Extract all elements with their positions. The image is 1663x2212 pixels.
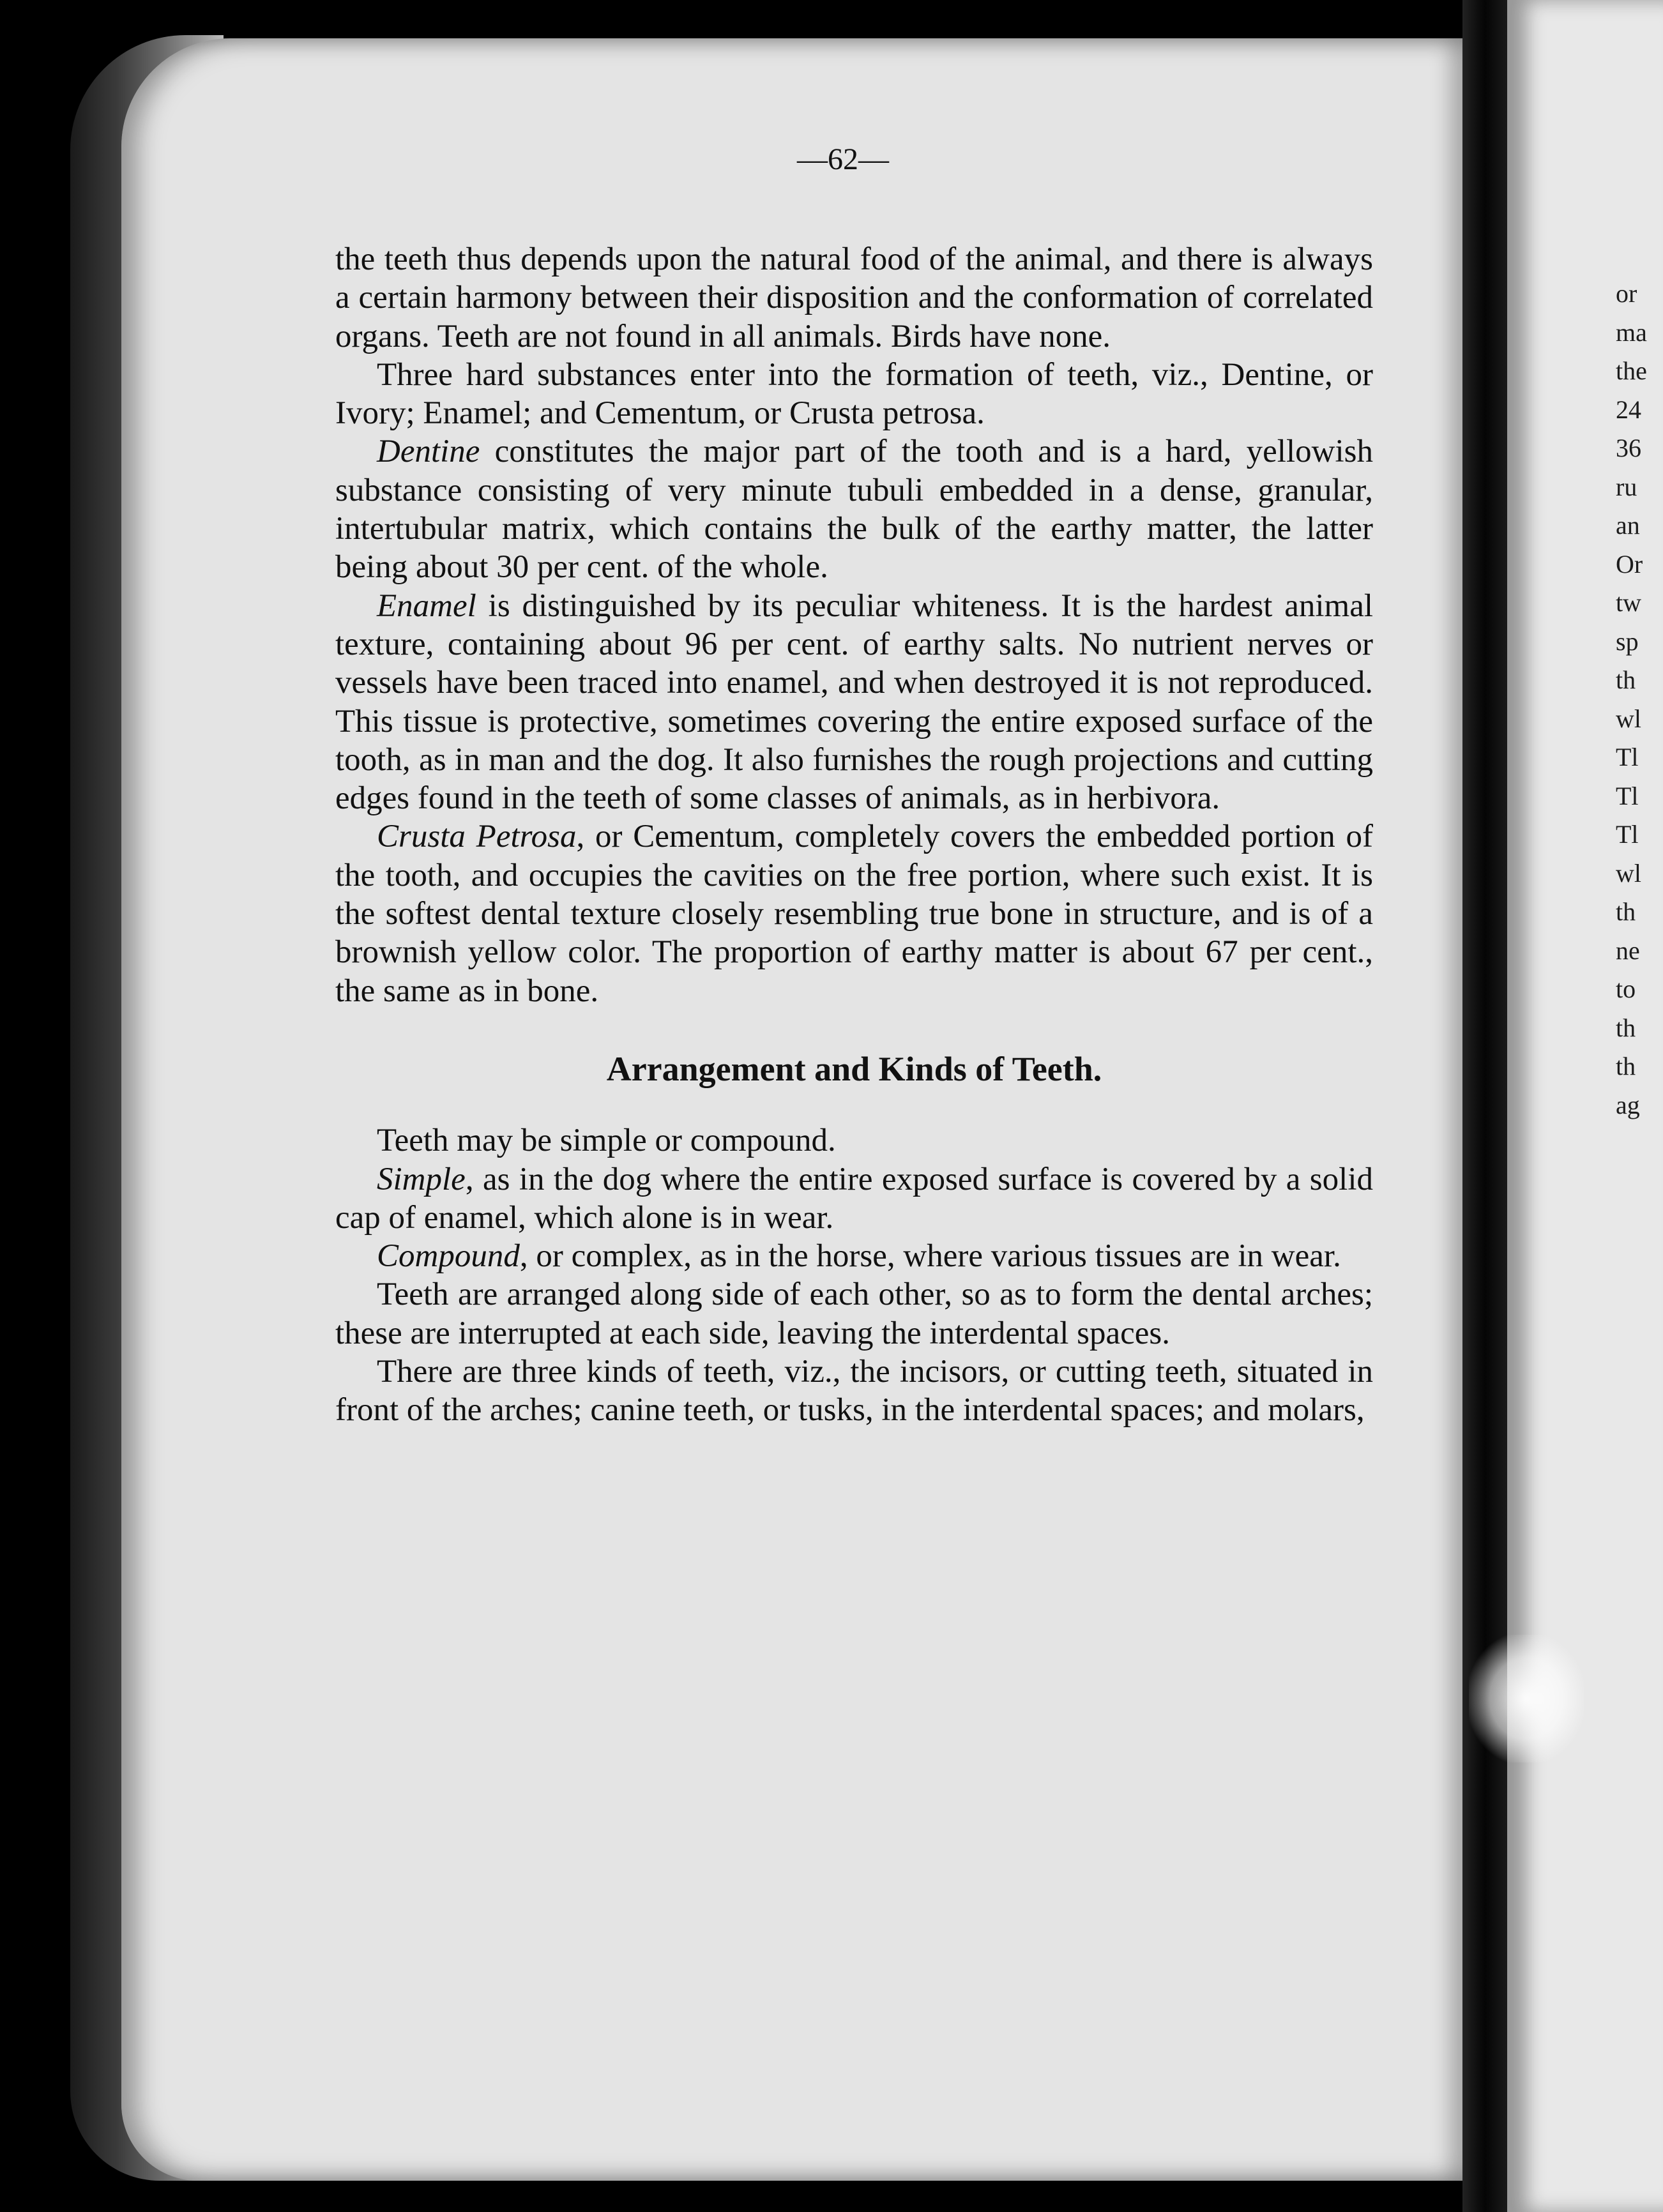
paragraph-text: Three hard substances enter into the formation of teeth, viz., Dentine, or Ivory; Enamel; and Cementum, or Crusta petrosa. bbox=[335, 356, 1373, 432]
paragraph bbox=[335, 1160, 1373, 1238]
paragraph bbox=[335, 1275, 1373, 1352]
right-page-line-fragment: ag bbox=[1616, 1090, 1640, 1119]
paragraph-text: constitutes the major part of the tooth and is a hard, yellowish substance consisting of very minute tubuli embedded in a dense, granular, intertubular matrix, which contains the bulk of the earthy matter, the latter being about 30 per cent. of the whole. bbox=[335, 434, 1373, 586]
paragraph-text: Teeth may be simple or compound. bbox=[377, 1123, 836, 1159]
paragraph-text: There are three kinds of teeth, viz., the incisors, or cutting teeth, situated in front of the arches; canine teeth, or tusks, in the interdental spaces; and molars, bbox=[335, 1354, 1373, 1428]
paragraph bbox=[335, 1121, 1373, 1160]
paragraph bbox=[335, 587, 1373, 818]
right-page-line-fragment: wl bbox=[1616, 858, 1641, 888]
paragraph-lead-term: Dentine bbox=[377, 434, 480, 470]
right-page-line-fragment: tw bbox=[1616, 588, 1641, 617]
right-page-line-fragment: th bbox=[1616, 665, 1636, 694]
right-page-line-fragment: sp bbox=[1616, 626, 1639, 656]
right-page-line-fragment: or bbox=[1616, 279, 1637, 308]
right-page-line-fragment: Tl bbox=[1616, 743, 1639, 771]
right-page-line-fragment: an bbox=[1616, 511, 1640, 540]
paragraph-text: Teeth are arranged along side of each other, so as to form the dental arches; these are interrupted at each side, leaving the interdental spaces. bbox=[335, 1276, 1373, 1351]
paragraph bbox=[335, 817, 1373, 1010]
right-page-line-fragment: 24 bbox=[1616, 395, 1641, 424]
right-page-line-fragment: th bbox=[1616, 1052, 1636, 1080]
paragraph-lead-term: Compound bbox=[377, 1238, 520, 1275]
right-page-line-fragment: th bbox=[1616, 1013, 1636, 1042]
book-gutter bbox=[1462, 0, 1507, 2212]
right-page-line-fragment: wl bbox=[1616, 704, 1641, 733]
right-page-line-fragment: ne bbox=[1616, 936, 1640, 965]
paragraph-lead-term: Enamel bbox=[377, 587, 476, 624]
paragraph bbox=[335, 1237, 1373, 1275]
right-page-line-fragment: Or bbox=[1616, 549, 1643, 579]
page-number: —62— bbox=[797, 142, 889, 176]
page-smudge bbox=[1469, 1635, 1584, 1762]
section-heading: Arrangement and Kinds of Teeth. bbox=[606, 1049, 1102, 1088]
right-page-line-fragment: the bbox=[1616, 356, 1647, 385]
paragraph-text: , as in the dog where the entire exposed surface is covered by a solid cap of enamel, which alone is in wear. bbox=[335, 1161, 1373, 1236]
paragraph bbox=[335, 432, 1373, 586]
right-page-line-fragment: th bbox=[1616, 897, 1636, 926]
paragraph-text: the teeth thus depends upon the natural food of the animal, and there is always a certain harmony between their disposition and the conformation of correlated organs. Teeth are not found in all animals. Birds have none. bbox=[335, 241, 1373, 354]
paragraph bbox=[335, 240, 1373, 356]
paragraph-text: , or complex, as in the horse, where various tissues are in wear. bbox=[519, 1238, 1341, 1275]
right-page-line-fragment: 36 bbox=[1616, 434, 1641, 462]
paragraphs-after-heading bbox=[335, 1121, 1373, 1429]
paragraph-lead-term: Simple bbox=[377, 1161, 466, 1197]
paragraph bbox=[335, 356, 1373, 433]
paragraph-text: , or Cementum, completely covers the embedded portion of the tooth, and occupies the cavities on the free portion, where such exist. It is the softest dental texture closely resembling true bone in structure, and is of a brownish yellow color. The proportion of earthy matter is about 67 per cent., the same as in bone. bbox=[335, 819, 1374, 1009]
paragraph bbox=[335, 1352, 1373, 1430]
body-text bbox=[335, 240, 1373, 1430]
right-page-line-fragment: ma bbox=[1616, 317, 1647, 347]
right-page-line-fragment: to bbox=[1616, 974, 1636, 1003]
right-page-line-fragment: ru bbox=[1616, 472, 1637, 501]
right-page-line-fragment: Tl bbox=[1616, 781, 1639, 810]
paragraphs-before-heading bbox=[335, 240, 1373, 1010]
right-page-line-fragment: Tl bbox=[1616, 820, 1639, 849]
right-page-text-fragments bbox=[1616, 275, 1647, 1125]
paragraph-text: is distinguished by its peculiar whiteness. It is the hardest animal texture, containing about 96 per cent. of earthy salts. No nutrient nerves or vessels have been traced into enamel, and when destroyed it is not reproduced. This tissue is protective, sometimes covering the entire exposed surface of the tooth, as in man and the dog. It also furnishes the rough projections and cutting edges found in the teeth of some classes of animals, as in herbivora. bbox=[335, 587, 1373, 817]
paragraph-lead-term: Crusta Petrosa bbox=[377, 819, 577, 855]
